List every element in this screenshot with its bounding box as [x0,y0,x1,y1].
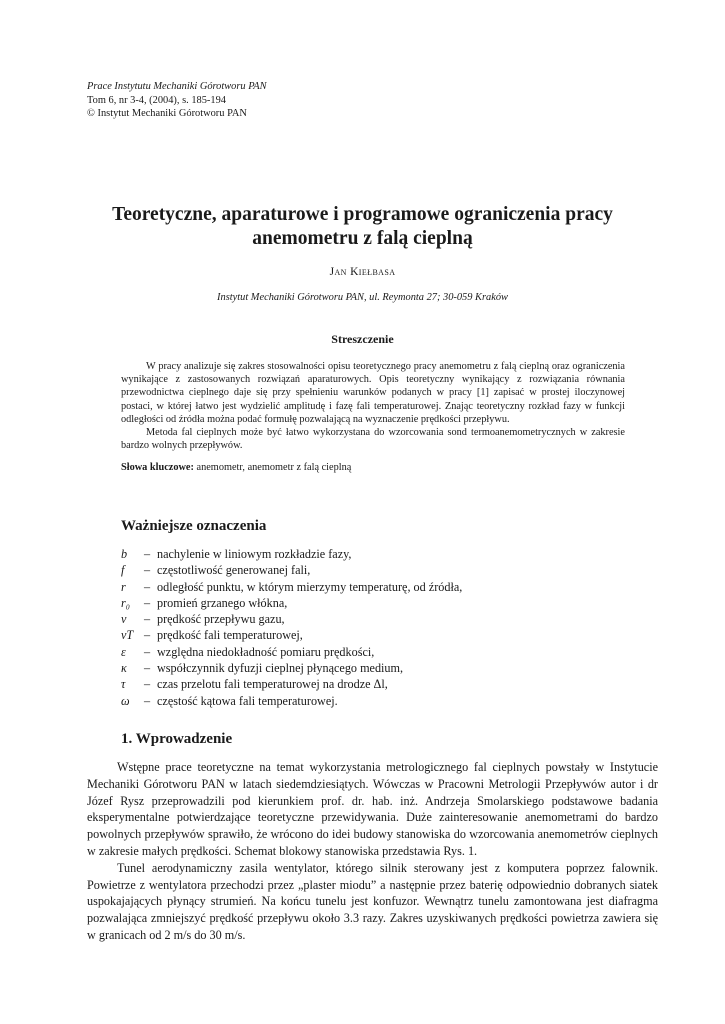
symbol-row [121,627,462,643]
symbol-row [121,562,462,578]
keywords [121,462,625,473]
symbol-dash: – [143,579,151,594]
symbol-row [121,660,462,676]
symbol-description: prędkość przepływu gazu, [157,612,285,627]
symbol: vT [121,628,134,643]
symbol-description: nachylenie w liniowym rozkładzie fazy, [157,547,352,561]
symbol-dash: – [143,612,151,627]
author-name: Jan Kiełbasa [329,266,396,278]
intro-paragraph-1: Wstępne prace teoretyczne na temat wykorzystania metrologicznego fal cieplnych powstały w Instytucie Mechaniki Górotworu PAN w latach siedemdziesiątych. Wówczas w Pracowni Metrologii Przepływów autor i dr Józef Rysz przeprowadzili pod kierunkiem prof. dr. hab. inż. Andrzeja Smolarskiego podstawowe badania eksperymentalne potwierdzające teoretyczne przewidywania. Duże zainteresowanie anemometrami do bardzo powolnych przepływów sprawiło, że wrócono do idei budowy stanowiska do wzorcowania anemometrów cieplnych w zakresie małych prędkości. Schemat blokowy stanowiska przedstawia Rys. 1. [87,760,658,858]
keywords-label: Słowa kluczowe: [121,462,194,473]
symbol-description: prędkość fali temperaturowej, [157,628,303,643]
symbol: v [121,612,127,627]
author-affiliation: Instytut Mechaniki Górotworu PAN, ul. Reymonta 27; 30-059 Kraków [217,292,508,303]
journal-name: Prace Instytutu Mechaniki Górotworu PAN [87,81,267,92]
symbol-description: promień grzanego włókna, [157,595,288,610]
symbol-dash: – [143,547,151,561]
symbol-dash: – [143,563,151,578]
symbol-row [121,644,462,660]
paper-title: Teoretyczne, aparaturowe i programowe ograniczenia pracy anemometru z falą cieplną [112,204,613,249]
symbol: ω [121,693,130,708]
symbol: r [121,579,126,594]
symbol-description: względna niedokładność pomiaru prędkości, [157,644,375,659]
symbol-dash: – [143,628,151,643]
abstract [121,360,625,452]
symbol-row [121,579,462,595]
symbol-description: częstotliwość generowanej fali, [157,563,311,578]
journal-copyright: © Instytut Mechaniki Górotworu PAN [87,108,247,119]
journal-info [87,80,267,121]
journal-volume: Tom 6, nr 3-4, (2004), s. 185-194 [87,94,226,106]
symbols-list [121,546,462,709]
symbol-row [121,546,462,562]
symbol-dash: – [143,693,151,708]
symbol-description: współczynnik dyfuzji cieplnej płynącego medium, [157,661,404,676]
symbols-heading: Ważniejsze oznaczenia [121,518,267,534]
symbol-dash: – [143,644,151,659]
abstract-paragraph-2: Metoda fal cieplnych może być łatwo wykorzystana do wzorcowania sond termoanemometrycznych w zakresie bardzo wolnych przepływów. [121,427,625,452]
symbol: f [121,563,125,578]
symbol: κ [121,661,127,676]
symbol-row [121,693,462,709]
symbol: τ [121,677,126,692]
symbol-dash: – [143,661,151,676]
intro-heading: 1. Wprowadzenie [121,731,233,747]
symbol-row [121,595,462,611]
symbol-description: częstość kątowa fali temperaturowej. [157,693,338,708]
symbol-row [121,611,462,627]
symbol-description: odległość punktu, w którym mierzymy temperaturę, od źródła, [157,579,463,594]
intro-body [87,759,658,944]
keywords-text: anemometr, anemometr z falą cieplną [196,462,352,473]
abstract-paragraph-1: W pracy analizuje się zakres stosowalności opisu teoretycznego pracy anemometru z falą cieplną oraz ograniczenia wynikające z zastosowanych rozwiązań aparaturowych. Opis teoretyczny wynikający z rozwiązania równania przewodnictwa cieplnego daje się przy spełnieniu warunków podanych w pracy [1] zapisać w prostej iloczynowej postaci, w której łatwo jest wydzielić amplitudę i fazę fali temperaturowej. Znając teoretyczny rozkład fazy w funkcji odległości od źródła można podać formułę pozwalającą na wyznaczenie prędkości przepływu. [121,361,625,425]
intro-paragraph-2: Tunel aerodynamiczny zasila wentylator, którego silnik sterowany jest z komputera poprzez falownik. Powietrze z wentylatora przechodzi przez „plaster miodu” a następnie przez baterię odpowiednio dobranych siatek uspokajających płynący strumień. Na końcu tunelu jest konfuzor. Wewnątrz tunelu zamontowana jest diafragma pozwalająca zmniejszyć prędkość przepływu około 3.3 razy. Zakres uzyskiwanych prędkości powietrza zawiera się w granicach od 2 m/s do 30 m/s. [87,860,658,942]
symbol-description: czas przelotu fali temperaturowej na drodze Δl, [157,677,388,692]
symbol-dash: – [143,595,151,610]
symbol-dash: – [143,677,151,692]
symbol: b [121,547,128,561]
abstract-heading: Streszczenie [331,332,394,346]
symbol: r₀ [121,595,130,610]
symbol-row [121,676,462,692]
symbol: ε [121,644,126,659]
